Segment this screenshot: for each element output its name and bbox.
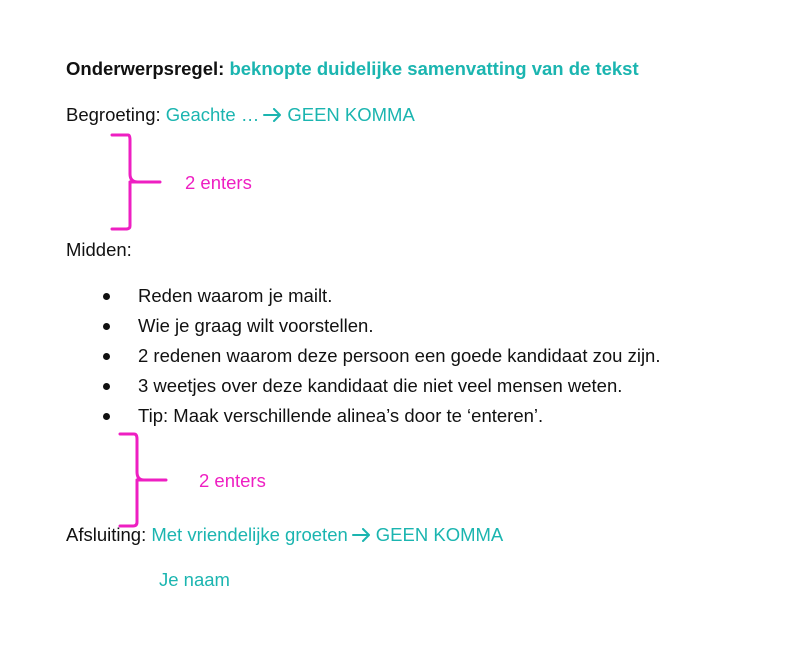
bullet-icon [103,413,110,420]
greeting-label: Begroeting: [66,104,161,125]
middle-label: Midden: [66,239,132,260]
greeting-value-group [166,104,415,126]
greeting-value: Geachte … [165,104,260,125]
closing-value-group [151,524,503,546]
spacing-label-2: 2 enters [199,470,266,491]
closing-note: GEEN KOMMA [375,524,504,545]
arrow-right-icon [352,528,372,542]
closing-value: Met vriendelijke groeten [151,524,348,545]
spacing-label-1: 2 enters [185,172,252,193]
brace-annotation-1 [110,132,170,232]
subject-value: beknopte duidelijke samenvatting van de tekst [229,58,639,79]
greeting-line [66,104,415,126]
bullet-icon [103,293,110,300]
subject-line [66,58,639,80]
closing-label: Afsluiting: [66,524,147,545]
subject-label: Onderwerpsregel: [66,58,225,79]
arrow-right-icon [263,108,283,122]
bullet-icon [103,353,110,360]
bullet-icon [103,323,110,330]
bullet-icon [103,383,110,390]
greeting-note: GEEN KOMMA [287,104,415,125]
brace-annotation-2 [118,432,178,530]
closing-line [66,524,503,546]
signature: Je naam [159,569,230,590]
